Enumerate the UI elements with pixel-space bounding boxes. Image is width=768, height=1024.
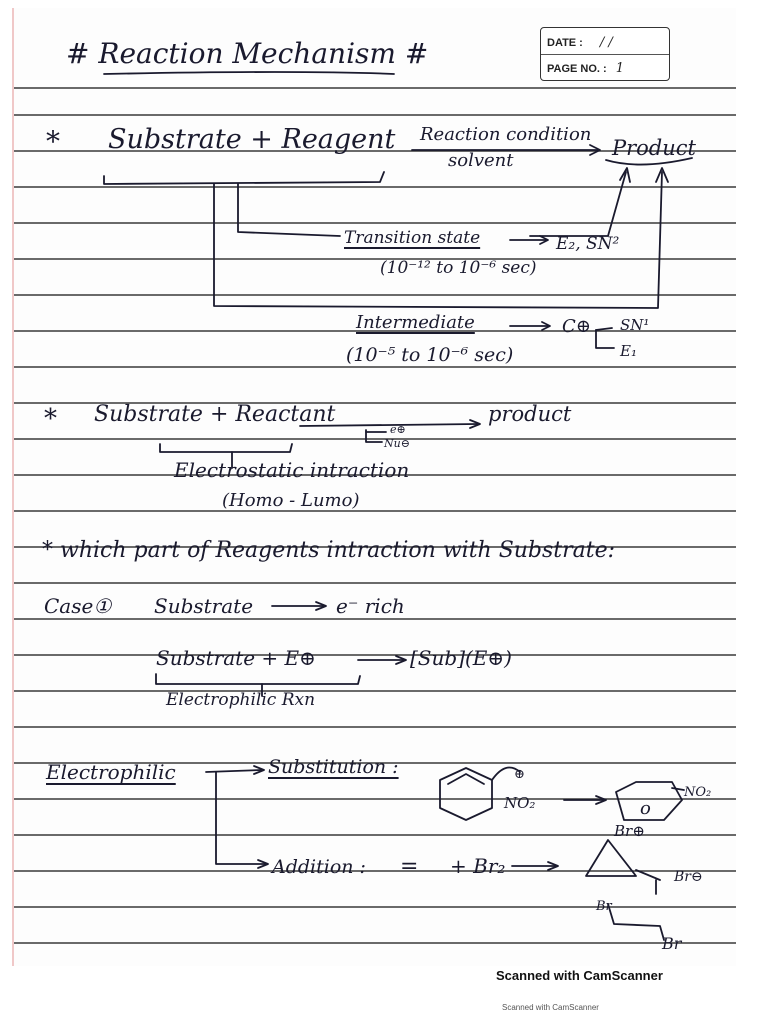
case1-label: Case① xyxy=(44,594,112,618)
alkene-symbol: = xyxy=(400,854,419,879)
transition-to-product xyxy=(530,172,626,236)
e1-branch xyxy=(596,330,614,348)
solvent-text: solvent xyxy=(448,150,514,171)
no2-product: NO₂ xyxy=(684,785,712,800)
homo-lumo-text: (Homo - Lumo) xyxy=(222,490,360,511)
no2-reagent: NO₂ xyxy=(504,794,536,812)
no2-plus-charge: ⊕ xyxy=(514,767,525,782)
page-value: 1 xyxy=(615,61,625,76)
ring-circle-label: o xyxy=(640,798,651,819)
section2-product-text: product xyxy=(488,402,572,426)
bromide-attack xyxy=(636,870,660,880)
reactant-arrow xyxy=(300,424,478,426)
addition-label: Addition : xyxy=(272,856,366,878)
electrophilic-label: Electrophilic xyxy=(46,760,176,784)
date-label: DATE : xyxy=(547,37,583,49)
title-underline xyxy=(104,72,394,74)
substrate-brace xyxy=(104,172,384,184)
intermediate-time: (10⁻⁵ to 10⁻⁶ sec) xyxy=(346,344,514,366)
page-label: PAGE NO. : xyxy=(547,63,607,75)
substrate-reactant-text: Substrate + Reactant xyxy=(94,402,336,427)
date-value: / / xyxy=(599,35,613,50)
case1-result: e⁻ rich xyxy=(336,594,405,618)
bromonium-label: Br⊕ xyxy=(614,822,645,840)
dibromide-bonds xyxy=(608,904,664,940)
substitution-arrow xyxy=(206,770,262,772)
reaction-condition-text: Reaction condition xyxy=(420,124,592,145)
intermediate-line xyxy=(214,172,662,308)
transition-time: (10⁻¹² to 10⁻⁶ sec) xyxy=(380,258,537,278)
no2-bond xyxy=(672,788,684,790)
interaction-brace xyxy=(160,444,292,452)
product-brace xyxy=(606,158,692,165)
rxn-label: Electrophilic Rxn xyxy=(166,690,316,710)
product-text: Product xyxy=(612,136,696,160)
bromonium-ring xyxy=(586,840,636,876)
equation-right: [Sub](E⊕) xyxy=(410,646,512,670)
benzene-double-bond xyxy=(448,774,484,784)
transition-line xyxy=(238,184,340,236)
e1-text: E₁ xyxy=(620,342,637,360)
equation-brace xyxy=(156,674,360,684)
sn1-branch xyxy=(596,328,612,330)
benzene-ring xyxy=(440,768,492,820)
nu-minus-text: Nu⊖ xyxy=(384,437,410,450)
equation-left: Substrate + E⊕ xyxy=(156,646,316,670)
section2-bullet: * xyxy=(44,404,57,434)
br-top-label: Br xyxy=(596,899,612,914)
bromide-label: Br⊖ xyxy=(674,869,703,885)
camscanner-small-label: Scanned with CamScanner xyxy=(502,1003,599,1012)
carbocation-text: C⊕ xyxy=(562,316,591,337)
electrophilic-branch xyxy=(216,772,266,864)
section1-bullet: * xyxy=(46,125,60,158)
substitution-label: Substitution : xyxy=(268,756,399,778)
attack-curved-arrow xyxy=(492,768,520,781)
substrate-reagent-text: Substrate + Reagent xyxy=(108,124,396,155)
intermediate-label: Intermediate xyxy=(356,312,475,333)
e-plus-text: e⊕ xyxy=(390,423,406,436)
electrostatic-text: Electrostatic intraction xyxy=(174,458,410,482)
case1-substrate: Substrate xyxy=(154,594,254,618)
camscanner-label: Scanned with CamScanner xyxy=(496,968,663,983)
sn1-text: SN¹ xyxy=(620,316,650,334)
br-bottom-label: Br xyxy=(662,934,682,953)
page-title: # Reaction Mechanism # xyxy=(66,37,429,70)
question-text: * which part of Reagents intraction with Substrate: xyxy=(42,538,616,563)
transition-result: E₂, SN² xyxy=(556,234,620,254)
transition-state-label: Transition state xyxy=(344,228,481,248)
plus-br2: + Br₂ xyxy=(450,854,506,878)
